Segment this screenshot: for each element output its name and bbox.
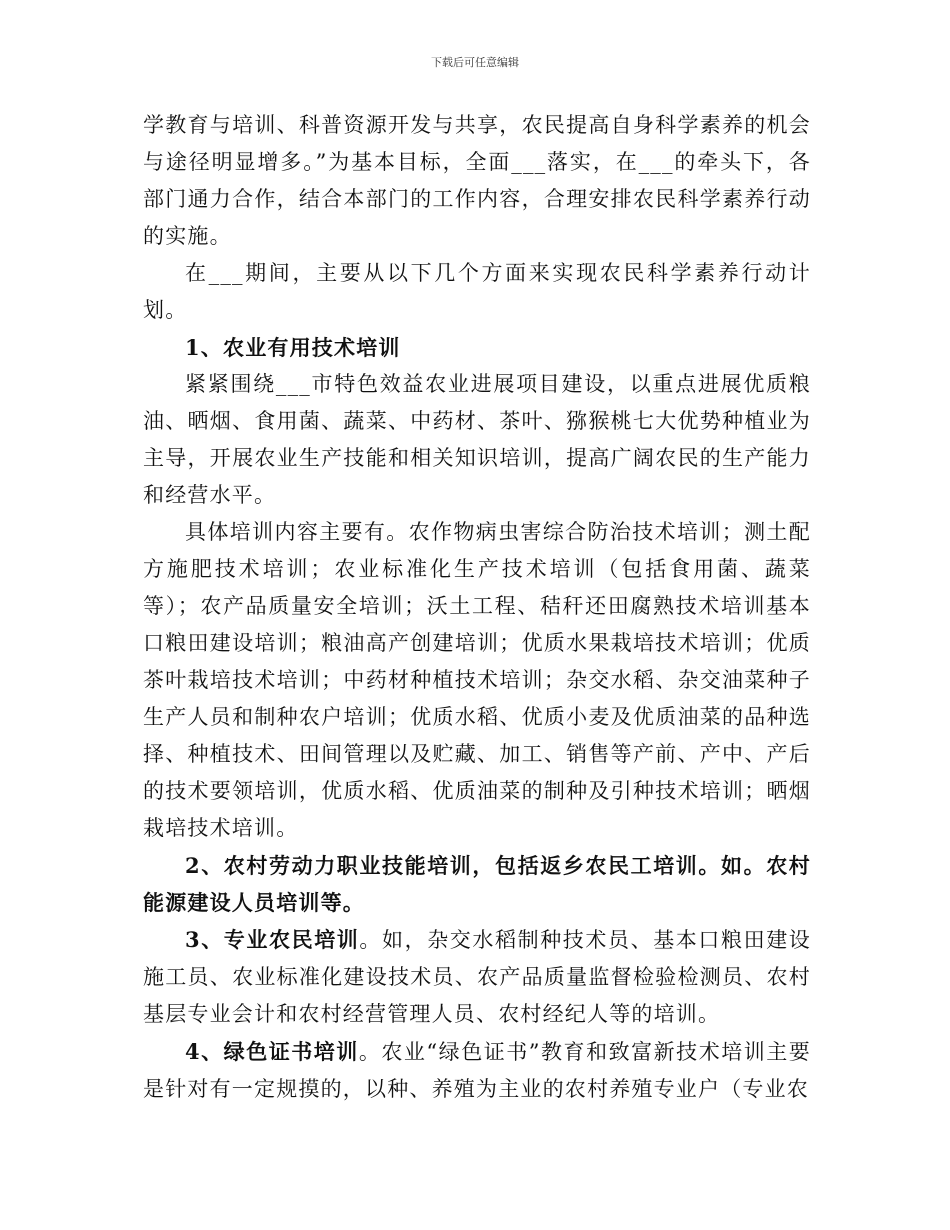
section-lead-4: 4、绿色证书培训 xyxy=(185,1039,359,1064)
section-body-4: 。农业“绿色证书”教育和致富新技术培训主要是针对有一定规摸的，以种、养殖为主业的农村养殖专业户（专业农 xyxy=(143,1040,812,1101)
paragraph-section-3 xyxy=(143,921,811,1033)
document-body xyxy=(143,107,811,1108)
section-lead-3: 3、专业农民培训 xyxy=(185,927,360,952)
section-body-3: 。如，杂交水稻制种技术员、基本口粮田建设施工员、农业标准化建设技术员、农产品质量监督检验检测员、农村基层专业会计和农村经营管理人员、农村经纪人等的培训。 xyxy=(143,928,811,1026)
section-heading-1: 1、农业有用技术培训 xyxy=(185,335,401,360)
paragraph-training-content: 具体培训内容主要有。农作物病虫害综合防治技术培训；测土配方施肥技术培训；农业标准化生产技术培训（包括食用菌、蔬菜等）；农产品质量安全培训；沃土工程、秸秆还田腐熟技术培训基本口粮田建设培训；粮油高产创建培训；优质水果栽培技术培训；优质茶叶栽培技术培训；中药材种植技术培训；杂交水稻、杂交油菜种子生产人员和制种农户培训；优质水稻、优质小麦及优质油菜的品种选择、种植技术、田间管理以及贮藏、加工、销售等产前、产中、产后的技术要领培训，优质水稻、优质油菜的制种及引种技术培训；晒烟栽培技术培训。 xyxy=(143,520,811,840)
paragraph-section-4 xyxy=(143,1033,811,1108)
paragraph-section-1: 紧紧围绕___市特色效益农业进展项目建设，以重点进展优质粮油、晒烟、食用菌、蔬菜、中药材、茶叶、猕猴桃七大优势种植业为主导，开展农业生产技能和相关知识培训，提高广阔农民的生产能力和经营水平。 xyxy=(143,372,811,507)
paragraph-overview: 在___期间，主要从以下几个方面来实现农民科学素养行动计划。 xyxy=(143,261,811,322)
page-header: 下载后可任意编辑 xyxy=(431,56,519,69)
section-heading-2: 2、农村劳动力职业技能培训，包括返乡农民工培训。如。农村能源建设人员培训等。 xyxy=(143,853,811,915)
paragraph-intro-continued: 学教育与培训、科普资源开发与共享，农民提高自身科学素养的机会与途径明显增多。”为基本目标，全面___落实，在___的牵头下，各部门通力合作，结合本部门的工作内容，合理安排农民科学素养行动的实施。 xyxy=(143,113,811,248)
